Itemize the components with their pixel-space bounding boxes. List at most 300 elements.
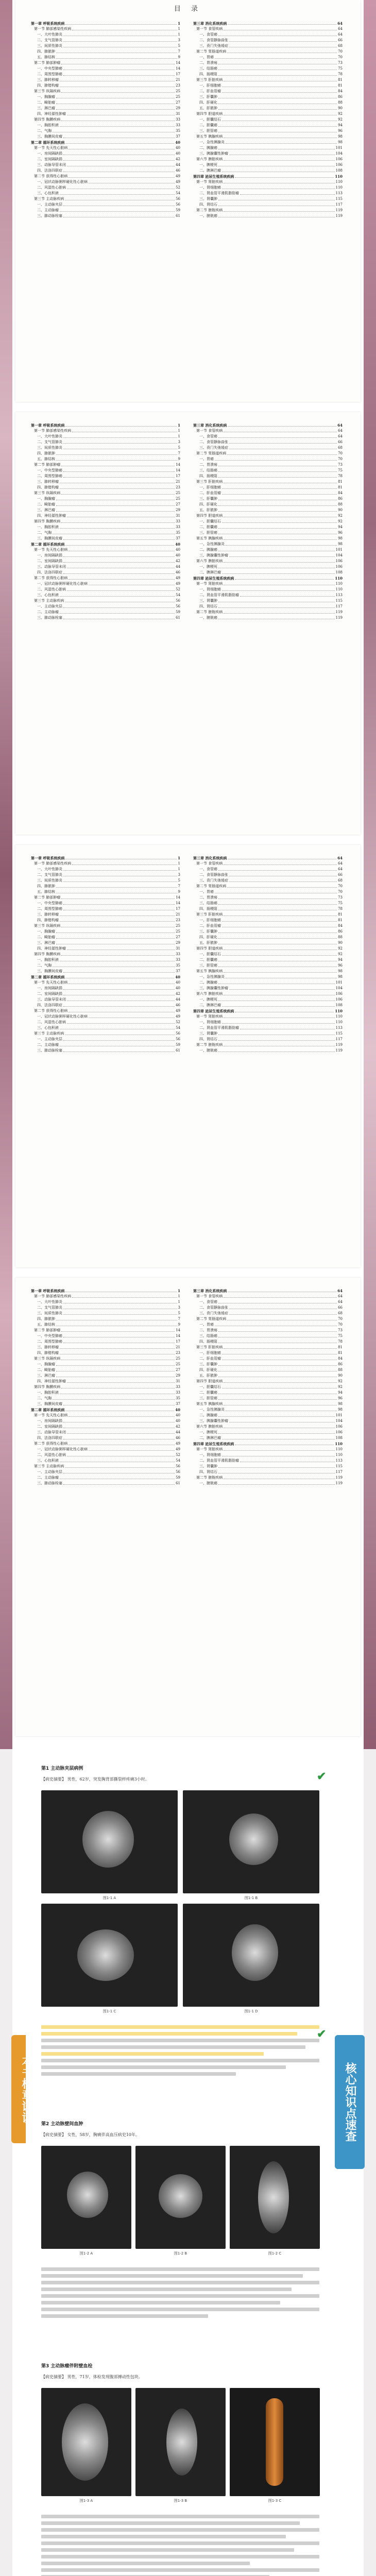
toc-entry	[193, 208, 343, 213]
toc-entry-page: 37	[176, 969, 180, 973]
toc-entry-page: 40	[176, 553, 180, 557]
figure-caption: 图1-3 C	[268, 2499, 282, 2503]
toc-entry	[31, 1008, 180, 1014]
toc-entry	[31, 1481, 180, 1486]
toc-entry	[193, 587, 343, 592]
toc-entry-page: 1	[178, 429, 180, 433]
toc-entry-page: 49	[176, 180, 180, 184]
toc-leader-dots	[60, 912, 175, 916]
toc-entry-page: 46	[176, 1003, 180, 1007]
toc-entry-page: 54	[176, 593, 180, 597]
toc-leader-dots	[63, 434, 177, 438]
toc-entry-title: 一、急性胰腺炎	[199, 140, 225, 144]
toc-entry	[193, 496, 343, 502]
toc-entry	[193, 151, 343, 157]
toc-entry	[193, 536, 343, 541]
toc-entry	[31, 1362, 180, 1367]
toc-entry-title: 第五节 胰腺疾病	[196, 536, 223, 540]
toc-entry	[31, 26, 180, 32]
toc-entry-title: 一、膀胱癌	[199, 616, 217, 620]
toc-entry	[193, 1350, 343, 1356]
toc-entry	[31, 479, 180, 485]
toc-leader-dots	[61, 117, 175, 121]
toc-entry-title: 第四节 胸膜疾病	[34, 519, 61, 523]
toc-entry	[31, 49, 180, 55]
toc-entry-title: 三、胸膜间皮瘤	[37, 969, 62, 973]
toc-entry-title: 四、神经源性肿瘤	[37, 514, 66, 518]
toc-entry-title: 二、胆囊癌	[199, 1391, 217, 1395]
figure-caption: 图1-3 B	[174, 2499, 187, 2503]
toc-entry-page: 44	[176, 997, 180, 1002]
toc-leader-dots	[61, 1356, 175, 1360]
toc-entry-page: 115	[335, 599, 343, 603]
toc-entry-page: 40	[176, 1413, 180, 1417]
toc-entry-page: 68	[338, 446, 343, 450]
toc-entry-page: 92	[338, 952, 343, 956]
toc-title: 目 录	[174, 5, 202, 13]
ct-image-1d	[183, 1904, 319, 2007]
toc-leader-dots	[218, 32, 337, 36]
toc-entry-title: 三、间质性肺炎	[37, 1311, 62, 1315]
toc-entry	[31, 128, 180, 134]
toc-entry-page: 49	[176, 174, 180, 178]
toc-entry-title: 一、食管癌	[199, 434, 217, 438]
toc-entry	[193, 32, 343, 38]
toc-entry-title: 二、胰腺癌	[199, 1413, 217, 1417]
toc-entry-page: 98	[338, 542, 343, 546]
toc-entry-title: 一、食管癌	[199, 867, 217, 871]
toc-entry-page: 98	[338, 134, 343, 139]
toc-entry	[193, 986, 343, 991]
toc-leader-dots	[224, 946, 337, 950]
toc-entry-page: 104	[335, 553, 343, 557]
toc-entry	[31, 1339, 180, 1345]
toc-entry-page: 52	[176, 1453, 180, 1457]
toc-leader-dots	[222, 89, 337, 93]
toc-entry	[31, 1441, 180, 1447]
toc-entry-title: 四、法洛四联症	[37, 1003, 62, 1007]
toc-entry	[31, 1379, 180, 1384]
toc-leader-dots	[218, 202, 335, 206]
toc-entry	[31, 604, 180, 609]
toc-entry	[193, 1373, 343, 1379]
toc-entry-title: 二、风湿性心脏病	[37, 587, 66, 591]
toc-leader-dots	[56, 889, 177, 893]
toc-entry-title: 第一节 先天性心脏病	[34, 980, 68, 985]
toc-leader-dots	[240, 592, 335, 597]
toc-entry-title: 一、胸腺瘤	[37, 929, 55, 934]
toc-entry	[193, 1413, 343, 1418]
toc-entry-page: 106	[335, 163, 343, 167]
toc-entry-title: 二、胃溃疡	[199, 61, 217, 65]
toc-entry	[31, 1345, 180, 1350]
toc-entry	[31, 151, 180, 157]
toc-entry-title: 二、肝血管瘤	[199, 491, 221, 495]
toc-entry	[193, 1294, 343, 1299]
toc-leader-dots	[218, 1037, 335, 1041]
toc-entry	[193, 77, 343, 83]
toc-entry	[193, 1003, 343, 1008]
toc-leader-dots	[89, 1014, 175, 1018]
toc-entry-title: 三、心包积液	[37, 191, 59, 195]
toc-leader-dots	[63, 1435, 175, 1439]
toc-entry	[31, 462, 180, 468]
toc-entry-title: 一、脾梗死	[199, 997, 217, 1002]
toc-leader-dots	[224, 1401, 337, 1405]
toc-leader-dots	[72, 861, 177, 865]
toc-entry	[193, 1037, 343, 1042]
toc-entry	[31, 213, 180, 219]
toc-entry-page: 23	[176, 485, 180, 489]
toc-entry-page: 54	[176, 1459, 180, 1463]
toc-leader-dots	[56, 1373, 175, 1377]
toc-entry	[193, 468, 343, 473]
toc-leader-dots	[63, 43, 177, 47]
toc-entry-page: 56	[176, 604, 180, 608]
toc-entry-title: 五、肺结核	[37, 890, 55, 894]
toc-entry-title: 二、主动脉瘤	[37, 208, 59, 212]
toc-entry-title: 第一节 食管疾病	[196, 429, 223, 433]
toc-entry-page: 27	[176, 502, 180, 506]
toc-entry-page: 3	[178, 873, 180, 877]
toc-leader-dots	[56, 451, 177, 455]
toc-entry	[193, 884, 343, 889]
toc-leader-dots	[224, 1042, 334, 1046]
toc-entry-page: 84	[338, 491, 343, 495]
toc-column-left	[31, 21, 180, 219]
toc-entry-page: 81	[338, 78, 343, 82]
toc-leader-dots	[63, 213, 175, 217]
ct-image-1c	[41, 1904, 178, 2007]
toc-entry-page: 81	[338, 1345, 343, 1349]
toc-leader-dots	[63, 867, 177, 871]
toc-entry-title: 一、胆囊结石	[199, 952, 221, 956]
toc-entry-page: 44	[176, 163, 180, 167]
toc-entry-page: 49	[176, 1009, 180, 1013]
toc-column-right	[193, 422, 343, 621]
toc-entry	[193, 570, 343, 575]
toc-entry	[193, 1441, 343, 1447]
toc-entry-title: 二、肾血管平滑肌脂肪瘤	[199, 1459, 239, 1463]
toc-leader-dots	[67, 162, 175, 166]
toc-entry-title: 第一节 肺部感染性疾病	[34, 1294, 72, 1298]
toc-leader-dots	[218, 123, 337, 127]
toc-entry-title: 二、气胸	[37, 963, 52, 968]
toc-entry	[193, 946, 343, 952]
toc-entry-page: 98	[338, 969, 343, 973]
toc-entry	[31, 208, 180, 213]
toc-entry-title: 二、室间隔缺损	[37, 559, 62, 563]
toc-entry-title: 二、周围型肺癌	[37, 474, 62, 478]
toc-page-4	[15, 1278, 361, 1736]
toc-leader-dots	[60, 1458, 175, 1462]
toc-entry-page: 61	[176, 616, 180, 620]
toc-entry	[31, 485, 180, 490]
toc-entry-page: 44	[176, 565, 180, 569]
toc-entry-title: 第四节 胸膜疾病	[34, 1385, 61, 1389]
toc-entry	[31, 609, 180, 615]
toc-entry	[193, 564, 343, 570]
toc-leader-dots	[224, 1379, 337, 1383]
toc-entry	[31, 100, 180, 106]
toc-entry	[31, 123, 180, 128]
toc-leader-dots	[218, 94, 337, 98]
toc-entry-page: 64	[337, 1289, 343, 1293]
toc-entry-title: 四、肠梗阻	[199, 1340, 217, 1344]
toc-entry-title: 一、脾梗死	[199, 565, 217, 569]
toc-leader-dots	[53, 1396, 175, 1400]
toc-entry-title: 第二章 循环系统疾病	[31, 140, 65, 145]
toc-entry	[31, 1350, 180, 1356]
toc-entry	[31, 1322, 180, 1328]
toc-entry-page: 73	[338, 895, 343, 900]
toc-leader-dots	[65, 1031, 175, 1035]
toc-entry-page: 92	[338, 519, 343, 523]
toc-entry	[31, 1305, 180, 1311]
toc-entry-page: 17	[176, 907, 180, 911]
toc-entry-page: 110	[335, 180, 343, 184]
toc-entry	[193, 49, 343, 55]
toc-entry-page: 64	[337, 21, 343, 26]
toc-entry-title: 一、大叶性肺炎	[37, 867, 62, 871]
toc-leader-dots	[218, 1390, 337, 1394]
toc-entry-title: 三、肝囊肿	[199, 1362, 217, 1366]
toc-entry-page: 92	[338, 1379, 343, 1383]
toc-entry-page: 14	[176, 66, 180, 71]
toc-entry-title: 三、肺转移瘤	[37, 1345, 59, 1349]
toc-entry	[31, 202, 180, 208]
toc-entry-title: 五、肺结核	[37, 55, 55, 59]
toc-leader-dots	[63, 38, 177, 42]
toc-entry	[193, 1356, 343, 1362]
toc-column-right	[193, 21, 343, 219]
toc-entry-title: 一、脾梗死	[199, 163, 217, 167]
toc-entry-title: 一、冠状动脉粥样硬化性心脏病	[37, 1447, 88, 1451]
toc-leader-dots	[215, 55, 337, 59]
toc-entry	[193, 1447, 343, 1452]
toc-leader-dots	[60, 123, 175, 127]
toc-entry-title: 一、房间隔缺损	[37, 986, 62, 990]
toc-leader-dots	[72, 26, 177, 30]
toc-entry-page: 1	[178, 867, 180, 871]
toc-entry	[31, 935, 180, 940]
toc-entry-page: 56	[176, 1470, 180, 1474]
toc-entry-page: 1	[178, 434, 180, 438]
toc-entry	[193, 957, 343, 963]
toc-entry-page: 108	[335, 1003, 343, 1007]
toc-entry	[31, 1294, 180, 1299]
toc-entry-page: 117	[335, 604, 343, 608]
toc-entry-page: 1	[178, 27, 180, 31]
toc-leader-dots	[218, 895, 337, 899]
toc-entry-title: 三、肝囊肿	[199, 497, 217, 501]
toc-entry-title: 二、室间隔缺损	[37, 1425, 62, 1429]
toc-leader-dots	[67, 1452, 175, 1456]
toc-leader-dots	[226, 974, 337, 978]
toc-entry-page: 90	[338, 941, 343, 945]
toc-leader-dots	[65, 21, 177, 25]
toc-leader-dots	[63, 553, 175, 557]
toc-entry-page: 44	[176, 1430, 180, 1434]
toc-entry-title: 二、支气管肺炎	[37, 440, 62, 444]
toc-leader-dots	[67, 946, 175, 950]
toc-entry-title: 五、肝脓肿	[199, 1374, 217, 1378]
toc-entry-title: 一、房间隔缺损	[37, 151, 62, 156]
toc-leader-dots	[67, 997, 175, 1001]
toc-leader-dots	[63, 1299, 177, 1303]
toc-entry-page: 110	[335, 587, 343, 591]
figure-caption: 图1-3 A	[79, 2499, 93, 2503]
toc-leader-dots	[60, 83, 175, 87]
toc-entry-page: 110	[335, 1014, 343, 1019]
toc-entry-title: 四、法洛四联症	[37, 570, 62, 574]
toc-entry-title: 第六节 脾脏疾病	[196, 157, 223, 161]
toc-entry-page: 40	[175, 140, 180, 145]
toc-leader-dots	[69, 547, 175, 551]
toc-leader-dots	[72, 1294, 177, 1298]
toc-leader-dots	[63, 134, 175, 138]
toc-entry	[193, 980, 343, 986]
toc-entry-page: 33	[176, 117, 180, 122]
toc-entry-title: 第三节 主动脉疾病	[34, 1464, 64, 1468]
toc-entry-title: 第一节 食管疾病	[196, 27, 223, 31]
toc-entry-title: 一、主动脉夹层	[37, 1037, 62, 1041]
toc-leader-dots	[224, 1345, 337, 1349]
toc-entry-page: 9	[178, 890, 180, 894]
toc-leader-dots	[224, 479, 337, 483]
toc-leader-dots	[227, 884, 337, 888]
toc-leader-dots	[63, 66, 175, 70]
toc-entry-page: 110	[335, 582, 343, 586]
toc-entry-title: 第六节 脾脏疾病	[196, 992, 223, 996]
toc-entry	[31, 191, 180, 196]
toc-entry	[193, 134, 343, 140]
toc-entry-page: 64	[338, 434, 343, 438]
toc-leader-dots	[89, 581, 175, 585]
toc-entry	[193, 462, 343, 468]
toc-entry-title: 三、胰腺囊性肿瘤	[199, 151, 228, 156]
toc-entry-title: 第三章 消化系统疾病	[193, 423, 227, 428]
toc-entry	[31, 168, 180, 174]
toc-entry-title: 二、胆囊癌	[199, 525, 217, 529]
toc-entry	[193, 912, 343, 918]
toc-leader-dots	[235, 174, 334, 178]
toc-leader-dots	[61, 895, 175, 899]
toc-leader-dots	[63, 439, 177, 444]
toc-leader-dots	[60, 77, 175, 81]
toc-entry-title: 四、肺错构瘤	[37, 918, 59, 922]
toc-leader-dots	[69, 1441, 175, 1445]
toc-leader-dots	[240, 191, 335, 195]
toc-leader-dots	[60, 485, 175, 489]
toc-leader-dots	[224, 912, 337, 916]
toc-entry-title: 二、风湿性心脏病	[37, 1453, 66, 1457]
toc-entry-title: 第二节 肺部肿瘤	[34, 1328, 61, 1332]
toc-entry-title: 三、肾囊肿	[199, 197, 217, 201]
toc-entry-title: 一、房间隔缺损	[37, 553, 62, 557]
figure-caption: 图1-1 D	[244, 2009, 258, 2013]
toc-entry	[31, 1356, 180, 1362]
toc-entry-title: 第四章 泌尿生殖系统疾病	[193, 576, 234, 581]
toc-leader-dots	[53, 530, 175, 534]
toc-entry	[193, 1481, 343, 1486]
toc-leader-dots	[69, 1008, 175, 1012]
toc-entry	[193, 1452, 343, 1458]
toc-leader-dots	[224, 558, 334, 563]
toc-entry-page: 1	[178, 1300, 180, 1304]
toc-leader-dots	[218, 1367, 337, 1371]
toc-entry	[31, 1299, 180, 1305]
toc-entry	[31, 1037, 180, 1042]
toc-leader-dots	[224, 581, 334, 585]
toc-entry-page: 1	[178, 423, 180, 428]
toc-entry	[31, 1014, 180, 1020]
toc-entry	[193, 895, 343, 901]
toc-leader-dots	[60, 208, 175, 212]
toc-leader-dots	[224, 1014, 334, 1018]
toc-entry-page: 33	[176, 519, 180, 523]
sample-stamp-right	[335, 2035, 365, 2169]
toc-entry-title: 三、胸膜间皮瘤	[37, 536, 62, 540]
toc-entry	[31, 1475, 180, 1481]
toc-entry	[31, 445, 180, 451]
toc-leader-dots	[63, 1003, 175, 1007]
toc-leader-dots	[65, 1407, 174, 1411]
toc-entry	[193, 100, 343, 106]
toc-leader-dots	[218, 1430, 335, 1434]
toc-entry-title: 四、肝硬化	[199, 935, 217, 939]
toc-entry-title: 一、胸腔积液	[37, 525, 59, 529]
toc-entry-page: 61	[176, 1048, 180, 1053]
toc-leader-dots	[61, 923, 175, 927]
toc-leader-dots	[63, 468, 175, 472]
toc-entry-title: 四、法洛四联症	[37, 1436, 62, 1440]
toc-leader-dots	[218, 213, 335, 217]
toc-entry-title: 一、肝细胞癌	[199, 485, 221, 489]
toc-entry-title: 第二章 循环系统疾病	[31, 542, 65, 547]
toc-leader-dots	[218, 462, 337, 466]
toc-leader-dots	[218, 1048, 335, 1052]
toc-leader-dots	[218, 867, 337, 871]
toc-entry	[193, 889, 343, 895]
toc-entry-page: 9	[178, 1323, 180, 1327]
toc-leader-dots	[218, 128, 337, 132]
toc-entry	[31, 1003, 180, 1008]
toc-leader-dots	[218, 1413, 335, 1417]
toc-entry	[31, 162, 180, 168]
toc-entry	[193, 196, 343, 202]
toc-entry-title: 二、食管静脉曲张	[199, 440, 228, 444]
toc-entry	[31, 519, 180, 524]
toc-entry	[31, 1333, 180, 1339]
toc-entry-page: 96	[338, 531, 343, 535]
toc-entry	[31, 490, 180, 496]
toc-entry	[193, 1042, 343, 1048]
toc-entry-page: 31	[176, 1379, 180, 1383]
toc-entry-title: 一、急性胰腺炎	[199, 975, 225, 979]
toc-entry	[193, 26, 343, 32]
toc-leader-dots	[218, 434, 337, 438]
toc-entry	[193, 128, 343, 134]
toc-leader-dots	[218, 1299, 337, 1303]
toc-entry	[193, 145, 343, 151]
figure-caption: 图1-1 A	[102, 1896, 116, 1900]
toc-leader-dots	[218, 1339, 337, 1343]
toc-entry-page: 37	[176, 134, 180, 139]
toc-entry	[31, 1396, 180, 1401]
toc-leader-dots	[229, 872, 337, 876]
toc-leader-dots	[65, 140, 174, 144]
